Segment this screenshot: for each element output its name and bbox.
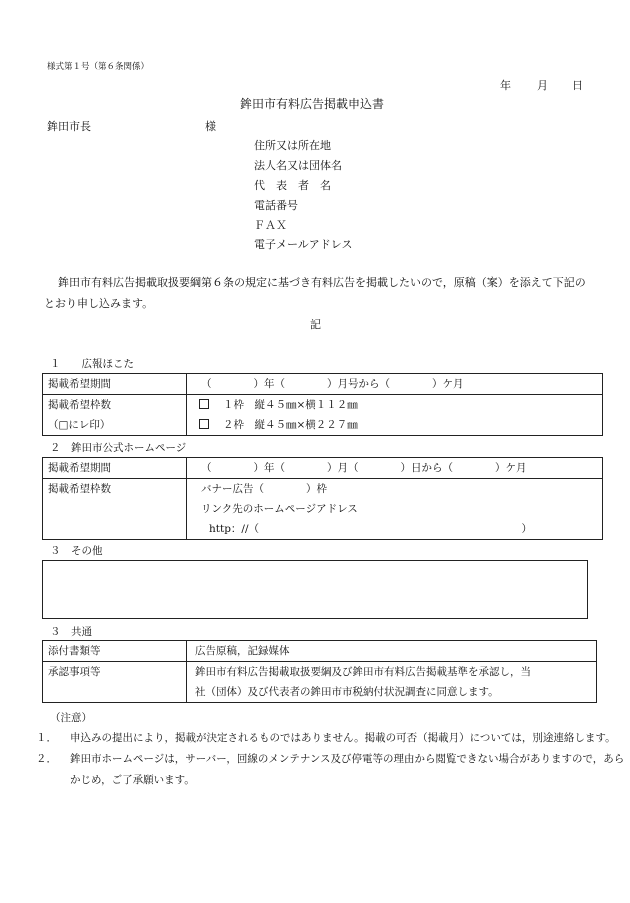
section4-table [42, 640, 597, 703]
section1-frames-hint: （□にレ印） [48, 419, 111, 431]
section1-period-value: （ ）年（ ）月号から（ ）ケ月 [187, 374, 603, 395]
option-1-text: １枠 縦４５㎜×横１１２㎜ [223, 399, 358, 411]
applicant-fax-label: ＦＡＸ [254, 219, 287, 232]
banner-line: バナー広告（ ）枠 [201, 483, 327, 495]
table-row [43, 395, 603, 436]
checkbox-option-1[interactable] [199, 399, 209, 409]
section2-frames-detail [187, 479, 603, 540]
section1-option-2 [199, 415, 602, 435]
applicant-org-label: 法人名又は団体名 [254, 159, 342, 172]
consent-line-1: 鉾田市有料広告掲載取扱要綱及び鉾田市有料広告掲載基準を承認し，当 [195, 666, 531, 678]
link-line: リンク先のホームページアドレス [201, 503, 358, 515]
section1-title: １ 広報ほこた [50, 358, 134, 370]
section2-period-value: （ ）年（ ）月（ ）日から（ ）ケ月 [187, 458, 603, 479]
intro-paragraph: 鉾田市有料広告掲載取扱要綱第６条の規定に基づき有料広告を掲載したいので，原稿（案）を添えて下記のとおり申し込みます。 [44, 276, 586, 310]
table-row [43, 662, 597, 703]
section1-option-1 [199, 395, 602, 415]
section2-frames-label: 掲載希望枠数 [43, 479, 187, 540]
section1-frames-cell [43, 395, 187, 436]
date-month: 月 [537, 79, 548, 92]
notes-heading: （注意） [50, 712, 92, 724]
table-row [43, 374, 603, 395]
applicant-rep-label: 代 表 者 名 [254, 179, 331, 192]
applicant-address-label: 住所又は所在地 [254, 139, 331, 152]
section1-table [42, 373, 603, 436]
addressee-honorific: 様 [205, 120, 216, 133]
form-label: 様式第１号（第６条関係） [47, 62, 150, 72]
consent-label: 承認事項等 [43, 662, 187, 703]
note-2-text: 鉾田市ホームページは，サーバー，回線のメンテナンス及び停電等の理由から閲覧できない場合がありますので，あらかじめ，ご了承願います。 [70, 753, 625, 786]
note-2-number: ２． [36, 753, 57, 765]
section1-period-label: 掲載希望期間 [43, 374, 187, 395]
notes [36, 709, 625, 791]
table-row [43, 479, 603, 540]
date-year: 年 [500, 79, 511, 92]
section2-title: ２ 鉾田市公式ホームページ [50, 442, 187, 454]
note-1-text: 申込みの提出により，掲載が決定されるものではありません。掲載の可否（掲載月）については，別途連絡します。 [70, 732, 616, 744]
attach-value: 広告原稿，記録媒体 [187, 641, 597, 662]
addressee-name: 鉾田市長 [47, 120, 91, 133]
option-2-text: ２枠 縦４５㎜×横２２７㎜ [223, 419, 358, 431]
section1-frames-label: 掲載希望枠数 [48, 399, 111, 411]
http-line: http：//（ ） [209, 523, 532, 535]
section2-period-label: 掲載希望期間 [43, 458, 187, 479]
document-title: 鉾田市有料広告掲載申込書 [240, 97, 385, 111]
table-row [43, 641, 597, 662]
section3-title: ３ その他 [50, 545, 103, 557]
applicant-phone-label: 電話番号 [254, 199, 298, 212]
date-day: 日 [572, 79, 583, 92]
attach-label: 添付書類等 [43, 641, 187, 662]
section2-table [42, 457, 603, 540]
table-row [43, 458, 603, 479]
checkbox-option-2[interactable] [199, 419, 209, 429]
section4-title: ３ 共通 [50, 626, 92, 638]
note-item-2 [36, 749, 625, 791]
other-box[interactable] [42, 560, 588, 619]
note-item-1 [36, 728, 625, 749]
consent-line-2: 社（団体）及び代表者の鉾田市市税納付状況調査に同意します。 [195, 686, 499, 698]
ki-label: 記 [310, 318, 321, 331]
consent-value [187, 662, 597, 703]
section1-frames-options [187, 395, 603, 436]
applicant-email-label: 電子メールアドレス [254, 238, 353, 251]
note-1-number: １． [36, 732, 57, 744]
